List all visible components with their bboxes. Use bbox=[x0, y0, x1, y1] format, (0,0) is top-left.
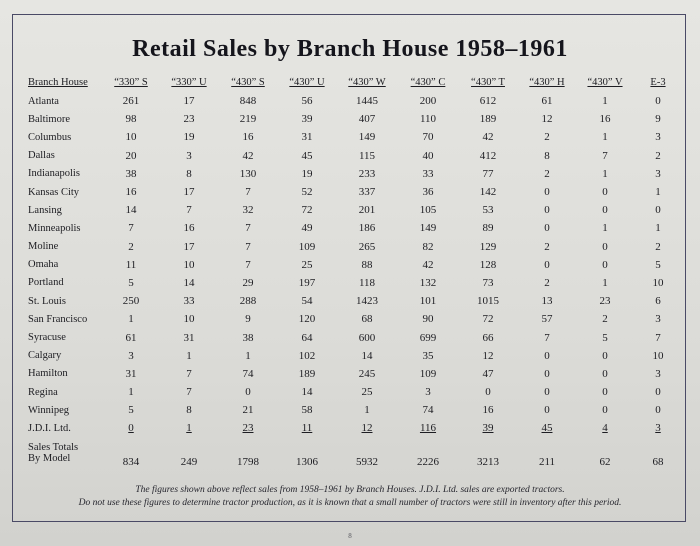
sales-value: 10 bbox=[652, 276, 664, 289]
sales-value: 11 bbox=[301, 422, 313, 435]
table-row bbox=[18, 310, 682, 328]
table-row bbox=[18, 147, 682, 165]
column-header: “330” U bbox=[171, 76, 207, 88]
sales-value: 0 bbox=[602, 404, 608, 417]
sales-value: 7 bbox=[602, 149, 608, 162]
sales-value: 2 bbox=[128, 240, 134, 253]
sales-value: 35 bbox=[422, 349, 434, 362]
total-value: 62 bbox=[599, 455, 611, 468]
sales-value: 3 bbox=[655, 131, 661, 144]
branch-name: Columbus bbox=[28, 131, 72, 143]
total-value: 249 bbox=[180, 455, 198, 468]
sales-value: 2 bbox=[544, 240, 550, 253]
sales-value: 197 bbox=[298, 276, 316, 289]
sales-value: 88 bbox=[361, 258, 373, 271]
sales-value: 10 bbox=[183, 258, 195, 271]
sales-value: 337 bbox=[358, 186, 376, 199]
sales-value: 3 bbox=[655, 313, 661, 326]
table-row bbox=[18, 201, 682, 219]
sales-value: 16 bbox=[183, 222, 195, 235]
total-value: 5932 bbox=[356, 455, 378, 468]
sales-value: 82 bbox=[422, 240, 434, 253]
sales-value: 1 bbox=[245, 349, 251, 362]
total-value: 68 bbox=[652, 455, 664, 468]
column-header: E-3 bbox=[650, 76, 666, 88]
sales-value: 1015 bbox=[477, 295, 499, 308]
sales-value: 68 bbox=[361, 313, 373, 326]
branch-name: Moline bbox=[28, 241, 59, 253]
sales-value: 1 bbox=[602, 222, 608, 235]
sales-value: 1 bbox=[186, 349, 192, 362]
sales-value: 5 bbox=[128, 276, 134, 289]
sales-value: 265 bbox=[358, 240, 376, 253]
sales-value: 10 bbox=[183, 313, 195, 326]
sales-value: 74 bbox=[242, 367, 254, 380]
sales-value: 7 bbox=[186, 386, 192, 399]
sales-value: 14 bbox=[361, 349, 373, 362]
sales-value: 16 bbox=[125, 186, 137, 199]
sales-value: 39 bbox=[301, 113, 313, 126]
sales-value: 1 bbox=[655, 222, 661, 235]
sales-value: 74 bbox=[422, 404, 434, 417]
totals-label-line: Sales Totals bbox=[28, 441, 79, 453]
sales-value: 54 bbox=[301, 295, 313, 308]
sales-value: 0 bbox=[602, 349, 608, 362]
sales-value: 19 bbox=[183, 131, 195, 144]
sales-value: 10 bbox=[125, 131, 137, 144]
table-row bbox=[18, 365, 682, 383]
sales-value: 0 bbox=[602, 240, 608, 253]
sales-value: 73 bbox=[482, 276, 494, 289]
sales-value: 0 bbox=[544, 367, 550, 380]
total-value: 1798 bbox=[237, 455, 259, 468]
sales-value: 5 bbox=[128, 404, 134, 417]
sales-value: 0 bbox=[128, 422, 134, 435]
table-row bbox=[18, 219, 682, 237]
sales-value: 0 bbox=[655, 95, 661, 108]
sales-value: 1 bbox=[602, 167, 608, 180]
sales-value: 58 bbox=[301, 404, 313, 417]
sales-value: 38 bbox=[125, 167, 137, 180]
sales-value: 17 bbox=[183, 95, 195, 108]
sales-value: 33 bbox=[422, 167, 434, 180]
sales-value: 105 bbox=[419, 204, 437, 217]
column-header: “330” S bbox=[114, 76, 148, 88]
column-header: “430” C bbox=[410, 76, 446, 88]
column-header: “430” W bbox=[348, 76, 386, 88]
sales-value: 129 bbox=[479, 240, 497, 253]
table-row bbox=[18, 292, 682, 310]
sales-value: 200 bbox=[419, 95, 437, 108]
sales-value: 3 bbox=[128, 349, 134, 362]
total-value: 1306 bbox=[296, 455, 318, 468]
sales-value: 14 bbox=[301, 386, 313, 399]
sales-value: 0 bbox=[544, 404, 550, 417]
sales-value: 64 bbox=[301, 331, 313, 344]
sales-value: 36 bbox=[422, 186, 434, 199]
sales-value: 61 bbox=[125, 331, 137, 344]
sales-value: 38 bbox=[242, 331, 254, 344]
sales-value: 31 bbox=[183, 331, 195, 344]
sales-value: 23 bbox=[242, 422, 254, 435]
sales-value: 0 bbox=[602, 186, 608, 199]
page-title: Retail Sales by Branch House 1958–1961 bbox=[132, 36, 568, 62]
sales-value: 70 bbox=[422, 131, 434, 144]
sales-value: 42 bbox=[422, 258, 434, 271]
sales-value: 1 bbox=[186, 422, 192, 435]
branch-name: Syracuse bbox=[28, 332, 66, 344]
sales-table bbox=[18, 72, 682, 470]
total-value: 3213 bbox=[477, 455, 499, 468]
sales-value: 102 bbox=[298, 349, 316, 362]
sales-value: 20 bbox=[125, 149, 137, 162]
sales-value: 219 bbox=[239, 113, 257, 126]
table-row bbox=[18, 347, 682, 365]
sales-value: 11 bbox=[125, 258, 137, 271]
sales-value: 3 bbox=[655, 367, 661, 380]
sales-value: 848 bbox=[239, 95, 257, 108]
sales-value: 1 bbox=[602, 95, 608, 108]
sales-value: 288 bbox=[239, 295, 257, 308]
sales-value: 1 bbox=[602, 131, 608, 144]
sales-value: 19 bbox=[301, 167, 313, 180]
sales-value: 5 bbox=[602, 331, 608, 344]
sales-value: 72 bbox=[482, 313, 494, 326]
sales-value: 47 bbox=[482, 367, 494, 380]
sales-value: 3 bbox=[655, 422, 661, 435]
sales-value: 120 bbox=[298, 313, 316, 326]
sales-value: 40 bbox=[422, 149, 434, 162]
sales-value: 3 bbox=[186, 149, 192, 162]
sales-value: 61 bbox=[541, 95, 553, 108]
sales-value: 23 bbox=[599, 295, 611, 308]
branch-name: Regina bbox=[28, 386, 58, 398]
sales-value: 21 bbox=[242, 404, 254, 417]
branch-name: Calgary bbox=[28, 350, 62, 362]
footnote-line: Do not use these figures to determine tractor production, as it is known that a small number of tractors were still in inventory after this period. bbox=[78, 498, 622, 508]
sales-value: 261 bbox=[122, 95, 140, 108]
sales-value: 16 bbox=[242, 131, 254, 144]
table-row bbox=[18, 401, 682, 419]
sales-value: 186 bbox=[358, 222, 376, 235]
sales-value: 1445 bbox=[356, 95, 378, 108]
sales-value: 7 bbox=[128, 222, 134, 235]
sales-value: 130 bbox=[239, 167, 257, 180]
sales-value: 16 bbox=[599, 113, 611, 126]
page-number: 8 bbox=[348, 532, 352, 540]
sales-value: 0 bbox=[602, 386, 608, 399]
sales-value: 29 bbox=[242, 276, 254, 289]
sales-value: 1423 bbox=[356, 295, 378, 308]
table-row bbox=[18, 165, 682, 183]
sales-value: 201 bbox=[358, 204, 376, 217]
sales-value: 0 bbox=[602, 204, 608, 217]
sales-value: 7 bbox=[245, 186, 251, 199]
branch-name: Lansing bbox=[28, 204, 62, 216]
sales-value: 3 bbox=[425, 386, 431, 399]
sales-value: 56 bbox=[301, 95, 313, 108]
sales-value: 1 bbox=[655, 186, 661, 199]
sales-value: 31 bbox=[301, 131, 313, 144]
totals-label-line: By Model bbox=[28, 452, 71, 464]
sales-value: 2 bbox=[655, 240, 661, 253]
sales-value: 8 bbox=[186, 167, 192, 180]
sales-value: 14 bbox=[125, 204, 137, 217]
table-row bbox=[18, 128, 682, 146]
sales-value: 0 bbox=[655, 204, 661, 217]
sales-value: 0 bbox=[544, 386, 550, 399]
sales-value: 2 bbox=[544, 276, 550, 289]
sales-value: 13 bbox=[541, 295, 553, 308]
table-row bbox=[18, 419, 682, 437]
branch-name: J.D.I. Ltd. bbox=[28, 422, 71, 434]
sales-value: 245 bbox=[358, 367, 376, 380]
sales-value: 2 bbox=[602, 313, 608, 326]
sales-value: 33 bbox=[183, 295, 195, 308]
sales-value: 0 bbox=[602, 367, 608, 380]
sales-value: 2 bbox=[655, 149, 661, 162]
sales-value: 17 bbox=[183, 186, 195, 199]
sales-value: 89 bbox=[482, 222, 494, 235]
sales-value: 1 bbox=[602, 276, 608, 289]
sales-value: 16 bbox=[482, 404, 494, 417]
sales-value: 101 bbox=[419, 295, 437, 308]
sales-value: 3 bbox=[655, 167, 661, 180]
sales-value: 7 bbox=[544, 331, 550, 344]
table-row bbox=[18, 274, 682, 292]
sales-value: 149 bbox=[419, 222, 437, 235]
sales-value: 250 bbox=[122, 295, 140, 308]
sales-value: 0 bbox=[544, 258, 550, 271]
sales-value: 23 bbox=[183, 113, 195, 126]
sales-value: 115 bbox=[358, 149, 376, 162]
sales-value: 9 bbox=[245, 313, 251, 326]
table-row bbox=[18, 183, 682, 201]
sales-value: 7 bbox=[245, 222, 251, 235]
branch-name: Atlanta bbox=[28, 95, 59, 107]
total-value: 834 bbox=[122, 455, 140, 468]
sales-value: 12 bbox=[541, 113, 553, 126]
sales-value: 5 bbox=[655, 258, 661, 271]
sales-value: 612 bbox=[479, 95, 497, 108]
sales-value: 0 bbox=[485, 386, 491, 399]
sales-value: 0 bbox=[544, 186, 550, 199]
branch-name: Baltimore bbox=[28, 113, 70, 125]
sales-value: 9 bbox=[655, 113, 661, 126]
sales-value: 7 bbox=[186, 204, 192, 217]
footnote-line: The figures shown above reflect sales from 1958–1961 by Branch Houses. J.D.I. Ltd. sales are exported tractors. bbox=[135, 485, 565, 495]
column-header: “430” S bbox=[231, 76, 265, 88]
sales-value: 118 bbox=[358, 276, 376, 289]
sales-value: 132 bbox=[419, 276, 437, 289]
sales-value: 39 bbox=[482, 422, 494, 435]
sales-value: 42 bbox=[482, 131, 494, 144]
sales-value: 25 bbox=[361, 386, 373, 399]
sales-value: 109 bbox=[298, 240, 316, 253]
sales-value: 0 bbox=[544, 349, 550, 362]
column-header: “430” V bbox=[587, 76, 623, 88]
sales-value: 189 bbox=[479, 113, 497, 126]
sales-value: 6 bbox=[655, 295, 661, 308]
branch-name: Omaha bbox=[28, 259, 59, 271]
table-row bbox=[18, 383, 682, 401]
sales-value: 10 bbox=[652, 349, 664, 362]
column-header: “430” H bbox=[529, 76, 565, 88]
sales-value: 4 bbox=[602, 422, 608, 435]
sales-value: 233 bbox=[358, 167, 376, 180]
sales-value: 32 bbox=[242, 204, 254, 217]
sales-value: 52 bbox=[301, 186, 313, 199]
totals-label bbox=[18, 438, 102, 470]
sales-value: 8 bbox=[186, 404, 192, 417]
sales-value: 7 bbox=[655, 331, 661, 344]
column-header: “430” T bbox=[471, 76, 505, 88]
total-value: 211 bbox=[538, 455, 556, 468]
sales-value: 0 bbox=[544, 222, 550, 235]
sales-value: 142 bbox=[479, 186, 497, 199]
branch-name: Kansas City bbox=[28, 186, 80, 198]
sales-value: 8 bbox=[544, 149, 550, 162]
sales-value: 699 bbox=[419, 331, 437, 344]
branch-name: San Francisco bbox=[28, 313, 88, 325]
branch-name: Dallas bbox=[28, 150, 55, 162]
sales-value: 77 bbox=[482, 167, 494, 180]
sales-value: 2 bbox=[544, 167, 550, 180]
sales-value: 128 bbox=[479, 258, 497, 271]
sales-value: 49 bbox=[301, 222, 313, 235]
sales-value: 109 bbox=[419, 367, 437, 380]
branch-name: Hamilton bbox=[28, 368, 68, 380]
sales-value: 110 bbox=[419, 113, 437, 126]
sales-value: 42 bbox=[242, 149, 254, 162]
sales-value: 149 bbox=[358, 131, 376, 144]
sales-value: 66 bbox=[482, 331, 494, 344]
sales-value: 57 bbox=[541, 313, 553, 326]
sales-value: 7 bbox=[245, 258, 251, 271]
column-header: “430” U bbox=[289, 76, 325, 88]
sales-value: 17 bbox=[183, 240, 195, 253]
table-row bbox=[18, 256, 682, 274]
sales-value: 98 bbox=[125, 113, 137, 126]
column-header-branch: Branch House bbox=[28, 76, 88, 88]
sales-value: 412 bbox=[479, 149, 497, 162]
sales-value: 1 bbox=[364, 404, 370, 417]
sales-value: 2 bbox=[544, 131, 550, 144]
sales-value: 7 bbox=[245, 240, 251, 253]
table-row bbox=[18, 110, 682, 128]
branch-name: St. Louis bbox=[28, 295, 66, 307]
sales-value: 0 bbox=[655, 404, 661, 417]
sales-value: 12 bbox=[361, 422, 373, 435]
table-row bbox=[18, 92, 682, 110]
branch-name: Indianapolis bbox=[28, 168, 80, 180]
sales-value: 0 bbox=[245, 386, 251, 399]
sales-value: 45 bbox=[301, 149, 313, 162]
sales-value: 45 bbox=[541, 422, 553, 435]
sales-value: 0 bbox=[602, 258, 608, 271]
sales-value: 53 bbox=[482, 204, 494, 217]
sales-value: 14 bbox=[183, 276, 195, 289]
sales-value: 90 bbox=[422, 313, 434, 326]
totals-row bbox=[18, 438, 682, 470]
branch-name: Minneapolis bbox=[28, 222, 81, 234]
sales-value: 0 bbox=[655, 386, 661, 399]
table-body bbox=[18, 92, 682, 470]
sales-value: 72 bbox=[301, 204, 313, 217]
sales-value: 0 bbox=[544, 204, 550, 217]
branch-name: Winnipeg bbox=[28, 404, 69, 416]
header-row bbox=[18, 72, 682, 92]
sales-value: 1 bbox=[128, 313, 134, 326]
sales-value: 600 bbox=[358, 331, 376, 344]
total-value: 2226 bbox=[417, 455, 439, 468]
table-row bbox=[18, 238, 682, 256]
sales-value: 189 bbox=[298, 367, 316, 380]
sales-value: 407 bbox=[358, 113, 376, 126]
sales-value: 116 bbox=[419, 422, 437, 435]
table-row bbox=[18, 328, 682, 346]
branch-name: Portland bbox=[28, 277, 64, 289]
sales-value: 12 bbox=[482, 349, 494, 362]
footnote bbox=[0, 484, 700, 510]
sales-value: 7 bbox=[186, 367, 192, 380]
sales-value: 31 bbox=[125, 367, 137, 380]
sales-value: 25 bbox=[301, 258, 313, 271]
sales-value: 1 bbox=[128, 386, 134, 399]
